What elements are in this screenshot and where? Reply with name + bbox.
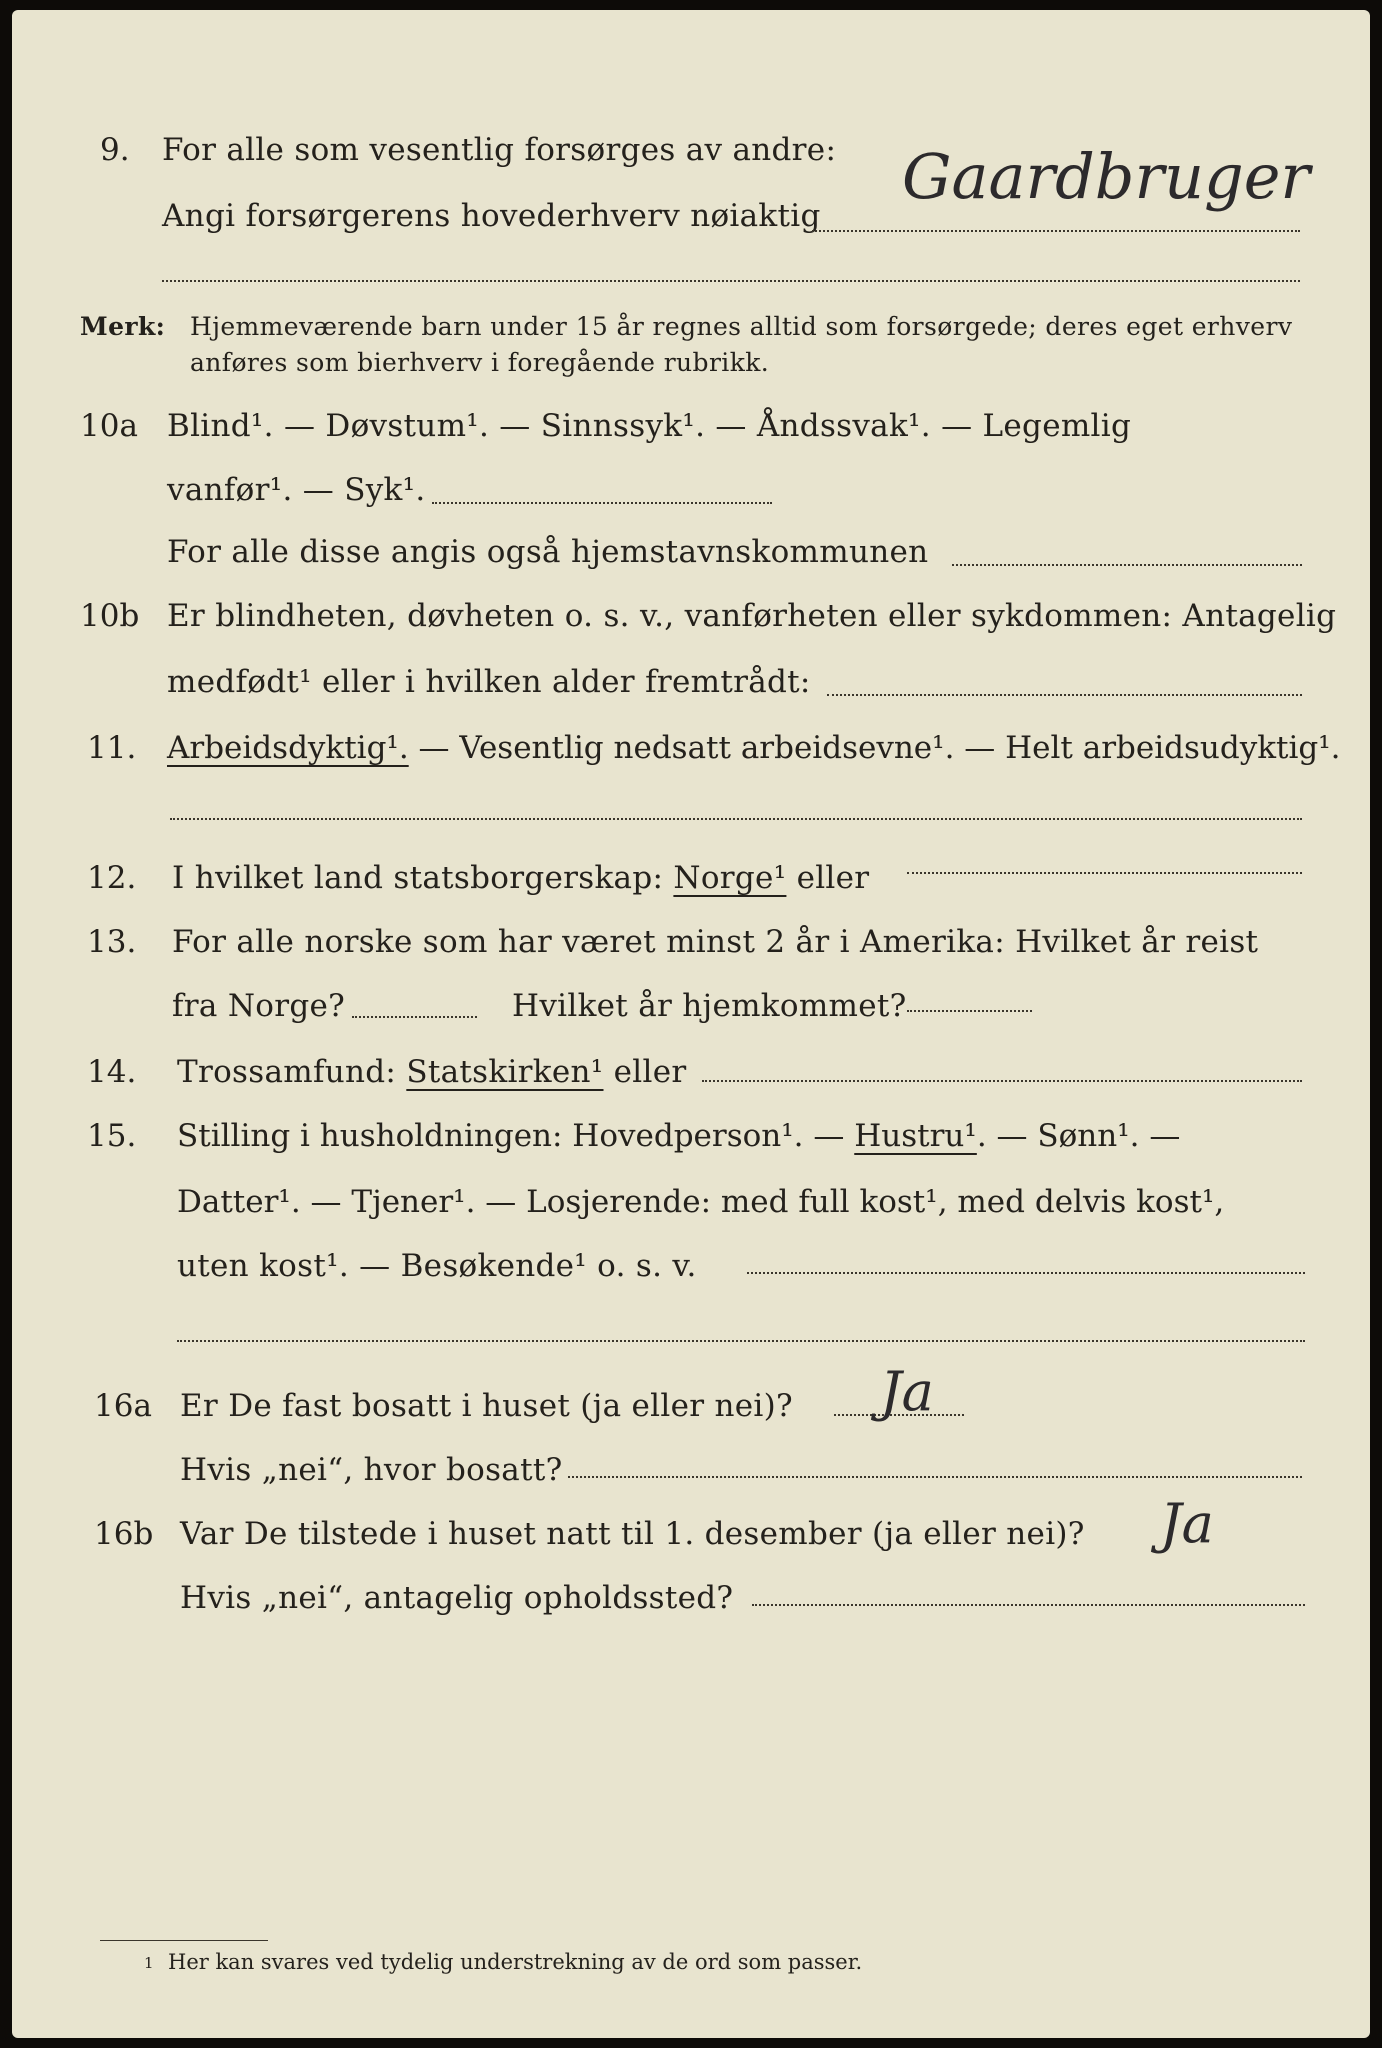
q15-line1 — [177, 1118, 1180, 1154]
q11-number: 11. — [87, 730, 137, 766]
q12-post: eller — [786, 860, 870, 896]
q16b-line2-dots — [752, 1604, 1305, 1606]
q16a-handwritten-answer: Ja — [880, 1360, 934, 1423]
q11-line — [167, 730, 1341, 766]
footnote-text: Her kan svares ved tydelig understrekning av de ord som passer. — [168, 1950, 863, 1974]
q15-line1-rest: . — Sønn¹. — — [976, 1118, 1181, 1154]
q12-dots — [907, 872, 1302, 874]
q10a-line1: Blind¹. — Døvstum¹. — Sinnssyk¹. — Åndssvak¹. — Legemlig — [167, 408, 1132, 444]
q16b-line2: Hvis „nei“, antagelig opholdssted? — [180, 1580, 734, 1616]
q16b-line1: Var De tilstede i huset natt til 1. desember (ja eller nei)? — [180, 1516, 1085, 1552]
q15-option-hustru: Hustru¹ — [854, 1118, 977, 1154]
q10b-line2: medfødt¹ eller i hvilken alder fremtrådt: — [167, 664, 811, 700]
q10a-number: 10a — [80, 408, 138, 444]
footnote-rule — [100, 1940, 268, 1941]
q15-number: 15. — [87, 1118, 137, 1154]
q15-line2: Datter¹. — Tjener¹. — Losjerende: med full kost¹, med delvis kost¹, — [177, 1184, 1225, 1220]
q13-line2a: fra Norge? — [172, 988, 346, 1024]
q10a-line2: vanfør¹. — Syk¹. — [167, 472, 426, 508]
q15-line3-dots — [747, 1272, 1305, 1274]
q12-line — [172, 860, 869, 896]
q14-number: 14. — [87, 1054, 137, 1090]
q9-line1: For alle som vesentlig forsørges av andre: — [162, 132, 837, 168]
q13-line2b: Hvilket år hjemkommet? — [512, 988, 907, 1024]
q11-extra-line — [170, 818, 1302, 820]
q9-number: 9. — [100, 132, 130, 168]
footnote-mark: 1 — [144, 1954, 154, 1972]
q11-option-arbeidsdyktig: Arbeidsdyktig¹. — [167, 730, 409, 766]
q13-year-returned-dots — [907, 1010, 1032, 1012]
q9-answer-line — [812, 230, 1300, 232]
merk-line1: Hjemmeværende barn under 15 år regnes alltid som forsørgede; deres eget erhverv — [190, 312, 1293, 341]
q16b-handwritten-answer: Ja — [1160, 1492, 1214, 1555]
merk-label: Merk: — [80, 312, 166, 341]
q16a-line2: Hvis „nei“, hvor bosatt? — [180, 1452, 563, 1488]
q10b-line2-dots — [827, 694, 1302, 696]
q9-line2: Angi forsørgerens hovederhverv nøiaktig — [162, 198, 821, 234]
q16b-number: 16b — [94, 1516, 154, 1552]
q16a-line2-dots — [568, 1476, 1302, 1478]
q10a-line2-dots — [432, 502, 772, 504]
census-form-page — [12, 10, 1370, 2038]
q14-line — [177, 1054, 687, 1090]
q10a-line3: For alle disse angis også hjemstavnskommunen — [167, 534, 929, 570]
q10a-line3-dots — [952, 564, 1302, 566]
q14-dots — [702, 1080, 1302, 1082]
q16a-number: 16a — [94, 1388, 152, 1424]
q15-line1-label: Stilling i husholdningen: Hovedperson¹. — — [177, 1118, 855, 1154]
merk-line2: anføres som bierhverv i foregående rubrikk. — [190, 348, 770, 377]
q15-extra-line — [177, 1340, 1305, 1342]
q12-number: 12. — [87, 860, 137, 896]
q12-label: I hvilket land statsborgerskap: — [172, 860, 674, 896]
q9-extra-line — [162, 280, 1300, 282]
q10b-number: 10b — [80, 598, 140, 634]
q11-rest: — Vesentlig nedsatt arbeidsevne¹. — Helt arbeidsudyktig¹. — [408, 730, 1341, 766]
q13-year-left-dots — [352, 1016, 477, 1018]
q15-line3: uten kost¹. — Besøkende¹ o. s. v. — [177, 1248, 697, 1284]
q13-line1: For alle norske som har været minst 2 år i Amerika: Hvilket år reist — [172, 924, 1259, 960]
q9-handwritten-answer: Gaardbruger — [902, 140, 1311, 213]
q16a-line1: Er De fast bosatt i huset (ja eller nei)? — [180, 1388, 793, 1424]
q12-option-norge: Norge¹ — [673, 860, 787, 896]
q14-option-statskirken: Statskirken¹ — [406, 1054, 604, 1090]
q14-label: Trossamfund: — [177, 1054, 407, 1090]
q10b-line1: Er blindheten, døvheten o. s. v., vanførheten eller sykdommen: Antagelig — [167, 598, 1337, 634]
q13-number: 13. — [87, 924, 137, 960]
q14-post: eller — [603, 1054, 687, 1090]
